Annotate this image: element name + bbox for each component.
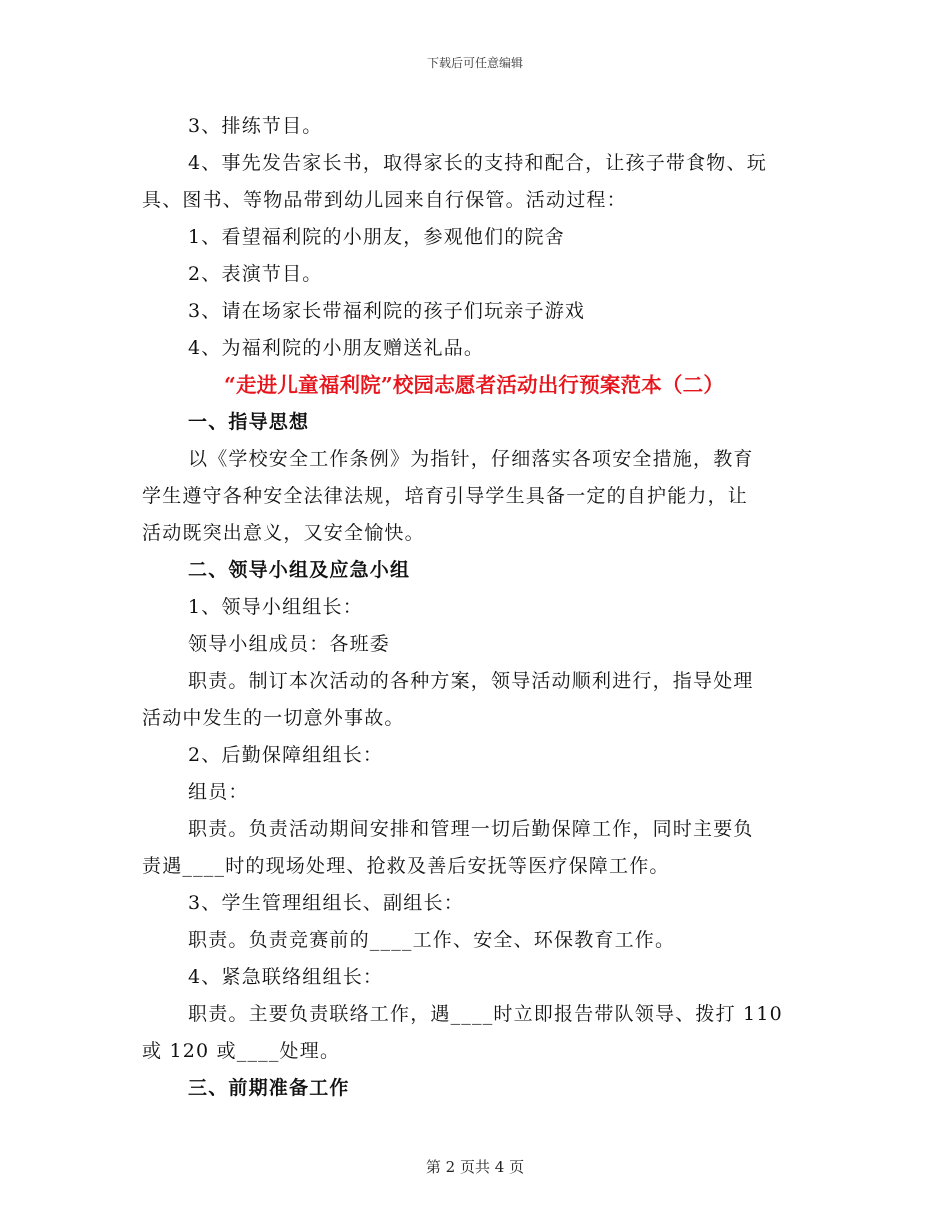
paragraph-line: 活动中发生的一切意外事故。	[142, 707, 405, 729]
list-item: 3、请在场家长带福利院的孩子们玩亲子游戏	[188, 300, 586, 322]
paragraph-line: 或 120 或____处理。	[142, 1040, 341, 1062]
paragraph-line: 以《学校安全工作条例》为指针，仔细落实各项安全措施，教育	[188, 448, 754, 470]
list-item: 4、为福利院的小朋友赠送礼品。	[188, 337, 485, 359]
subsection-heading: 3、学生管理组组长、副组长：	[188, 892, 464, 914]
section-heading: 二、领导小组及应急小组	[188, 559, 411, 581]
paragraph-line: 具、图书、等物品带到幼儿园来自行保管。活动过程：	[142, 189, 627, 211]
section-heading: 一、指导思想	[188, 411, 310, 433]
paragraph-line: 职责。制订本次活动的各种方案，领导活动顺利进行，指导处理	[188, 670, 754, 692]
paragraph-line: 职责。负责活动期间安排和管理一切后勤保障工作，同时主要负	[188, 818, 754, 840]
paragraph-line: 职责。负责竞赛前的____工作、安全、环保教育工作。	[188, 929, 676, 951]
paragraph-line: 活动既突出意义，又安全愉快。	[142, 522, 425, 544]
section-heading: 三、前期准备工作	[188, 1077, 350, 1099]
page-header: 下载后可任意编辑	[426, 56, 523, 70]
page-footer: 第 2 页共 4 页	[425, 1158, 525, 1176]
paragraph-line: 4、事先发告家长书，取得家长的支持和配合，让孩子带食物、玩	[188, 152, 767, 174]
list-item: 3、排练节目。	[188, 115, 323, 137]
paragraph-line: 领导小组成员：各班委	[188, 633, 391, 655]
paragraph-line: 责遇____时的现场处理、抢救及善后安抚等医疗保障工作。	[142, 855, 670, 877]
subsection-heading: 4、紧急联络组组长：	[188, 966, 384, 988]
document-body	[142, 108, 812, 1107]
paragraph-line: 职责。主要负责联络工作，遇____时立即报告带队领导、拨打 110	[188, 1003, 783, 1025]
subsection-heading: 1、领导小组组长：	[188, 596, 363, 618]
list-item: 2、表演节目。	[188, 263, 323, 285]
paragraph-line: 学生遵守各种安全法律法规，培育引导学生具备一定的自护能力，让	[142, 485, 749, 507]
document-title: “走进儿童福利院”校园志愿者活动出行预案范本（二）	[223, 373, 725, 397]
paragraph-line: 组员：	[188, 781, 249, 803]
list-item: 1、看望福利院的小朋友，参观他们的院舍	[188, 226, 565, 248]
subsection-heading: 2、后勤保障组组长：	[188, 744, 384, 766]
